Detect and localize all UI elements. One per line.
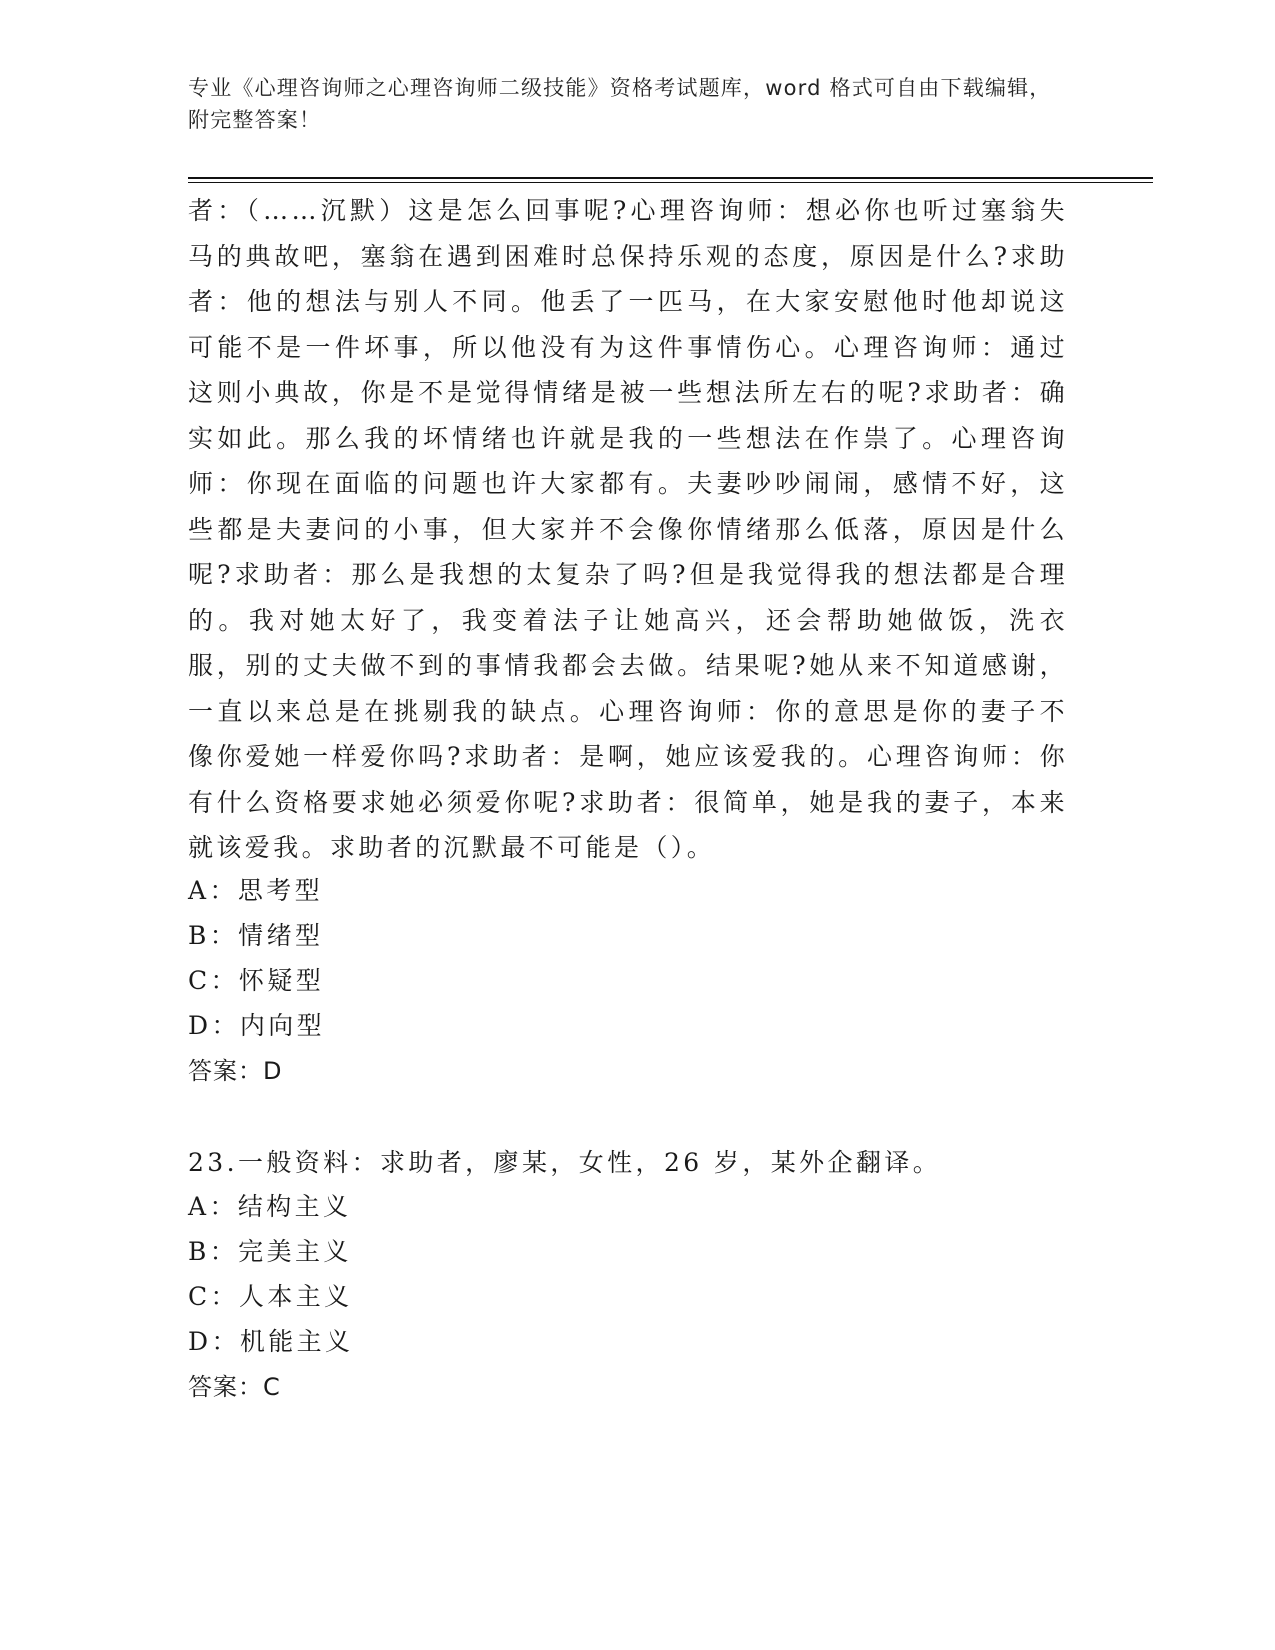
question-23-answer: 答案：C — [188, 1373, 281, 1401]
option-b: B：情绪型 — [188, 921, 324, 950]
option-b: B：完美主义 — [188, 1237, 352, 1266]
option-c: C：人本主义 — [188, 1282, 353, 1311]
option-c: C：怀疑型 — [188, 966, 325, 995]
question-23-stem: 23.一般资料：求助者，廖某，女性，26 岁，某外企翻译。 — [188, 1148, 942, 1177]
option-d: D：内向型 — [188, 1011, 326, 1040]
header-divider-thin — [188, 182, 1153, 183]
question-22-options — [188, 868, 1088, 1094]
question-22-text: 者：（……沉默）这是怎么回事呢?心理咨询师：想必你也听过塞翁失马的典故吧，塞翁在遇到困难时总保持乐观的态度，原因是什么?求助者：他的想法与别人不同。他丢了一匹马，在大家安慰他时他却说这可能不是一件坏事，所以他没有为这件事情伤心。心理咨询师：通过这则小典故，你是不是觉得情绪是被一些想法所左右的呢?求助者：确实如此。那么我的坏情绪也许就是我的一些想法在作祟了。心理咨询师：你现在面临的问题也许大家都有。夫妻吵吵闹闹，感情不好，这些都是夫妻问的小事，但大家并不会像你情绪那么低落，原因是什么呢?求助者：那么是我想的太复杂了吗?但是我觉得我的想法都是合理的。我对她太好了，我变着法子让她高兴，还会帮助她做饭，洗衣服，别的丈夫做不到的事情我都会去做。结果呢?她从来不知道感谢，一直以来总是在挑剔我的缺点。心理咨询师：你的意思是你的妻子不像你爱她一样爱你吗?求助者：是啊，她应该爱我的。心理咨询师：你有什么资格要求她必须爱你呢?求助者：很简单，她是我的妻子，本来就该爱我。求助者的沉默最不可能是（）。 — [188, 196, 1068, 862]
document-header: 专业《心理咨询师之心理咨询师二级技能》资格考试题库，word 格式可自由下载编辑，附完整答案！ — [188, 76, 1052, 132]
header-divider-thick — [188, 177, 1153, 179]
option-d: D：机能主义 — [188, 1327, 354, 1356]
question-22-answer: 答案：D — [188, 1057, 283, 1085]
question-23-options — [188, 1184, 1088, 1410]
option-a: A：结构主义 — [188, 1192, 352, 1221]
option-a: A：思考型 — [188, 876, 324, 905]
